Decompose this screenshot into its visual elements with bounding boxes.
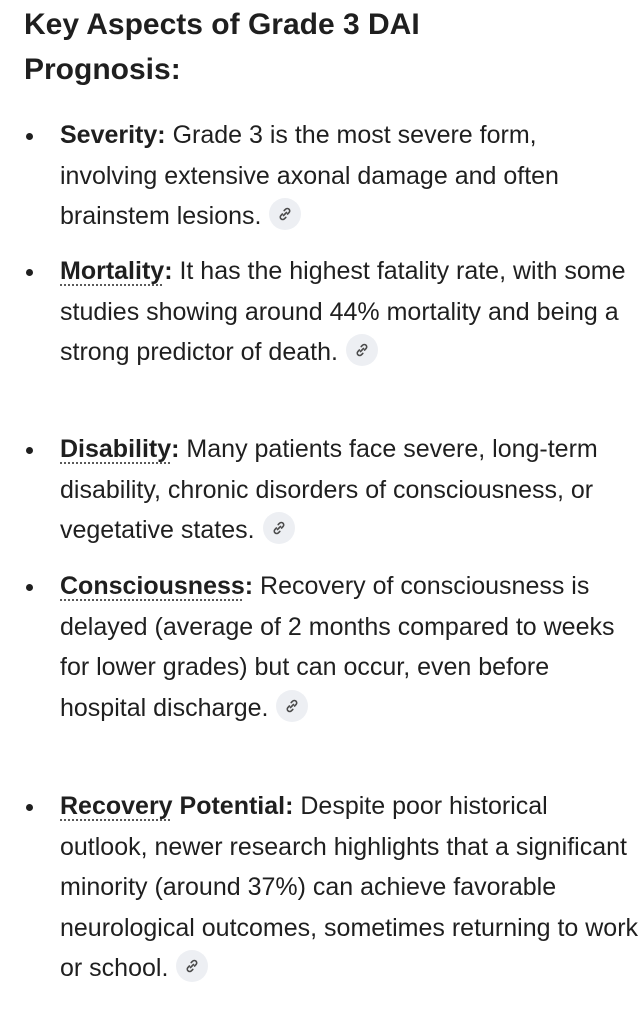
bullet-dot	[26, 133, 33, 140]
term-consciousness[interactable]: Consciousness	[60, 572, 245, 600]
bullet-dot	[26, 269, 33, 276]
link-icon	[354, 342, 370, 358]
list-item-text	[60, 566, 635, 728]
term-colon: :	[164, 257, 173, 285]
item-description: It has the highest fatality rate, with some studies showing around 44% mortality and being a strong predictor of death.	[60, 257, 626, 366]
term-disability[interactable]: Disability	[60, 435, 172, 463]
link-icon	[271, 520, 287, 536]
source-link-button[interactable]	[276, 690, 308, 722]
source-link-button[interactable]	[176, 950, 208, 982]
term-mortality[interactable]: Mortality	[60, 257, 165, 285]
source-link-button[interactable]	[263, 512, 295, 544]
list-item-text	[60, 429, 635, 551]
item-description: Recovery of consciousness is delayed (average of 2 months compared to weeks for lower grades) but can occur, even before hospital discharge.	[60, 572, 615, 722]
term-potential: Potential	[172, 792, 286, 820]
source-link-button[interactable]	[346, 334, 378, 366]
link-icon	[277, 206, 293, 222]
term-recovery[interactable]: Recovery	[60, 792, 173, 820]
list-item-text	[60, 115, 635, 237]
section-heading: Key Aspects of Grade 3 DAI Prognosis:	[24, 8, 420, 86]
item-description: Despite poor historical outlook, newer research highlights that a significant minority (around 37%) can achieve favorable neurological outcomes, sometimes returning to work or school.	[60, 792, 639, 982]
item-description: Grade 3 is the most severe form, involving extensive axonal damage and often brainstem lesions.	[60, 121, 559, 230]
link-icon	[184, 958, 200, 974]
bullet-dot	[26, 447, 33, 454]
term-severity: Severity	[60, 121, 158, 149]
term-colon: :	[171, 435, 180, 463]
source-link-button[interactable]	[269, 198, 301, 230]
list-item-text	[60, 251, 635, 373]
term-colon: :	[157, 121, 166, 149]
bullet-dot	[26, 804, 33, 811]
link-icon	[284, 698, 300, 714]
item-description: Many patients face severe, long-term disability, chronic disorders of consciousness, or vegetative states.	[60, 435, 598, 544]
term-colon: :	[285, 792, 294, 820]
term-colon: :	[244, 572, 254, 600]
bullet-dot	[26, 584, 33, 591]
list-item-text	[60, 786, 640, 989]
